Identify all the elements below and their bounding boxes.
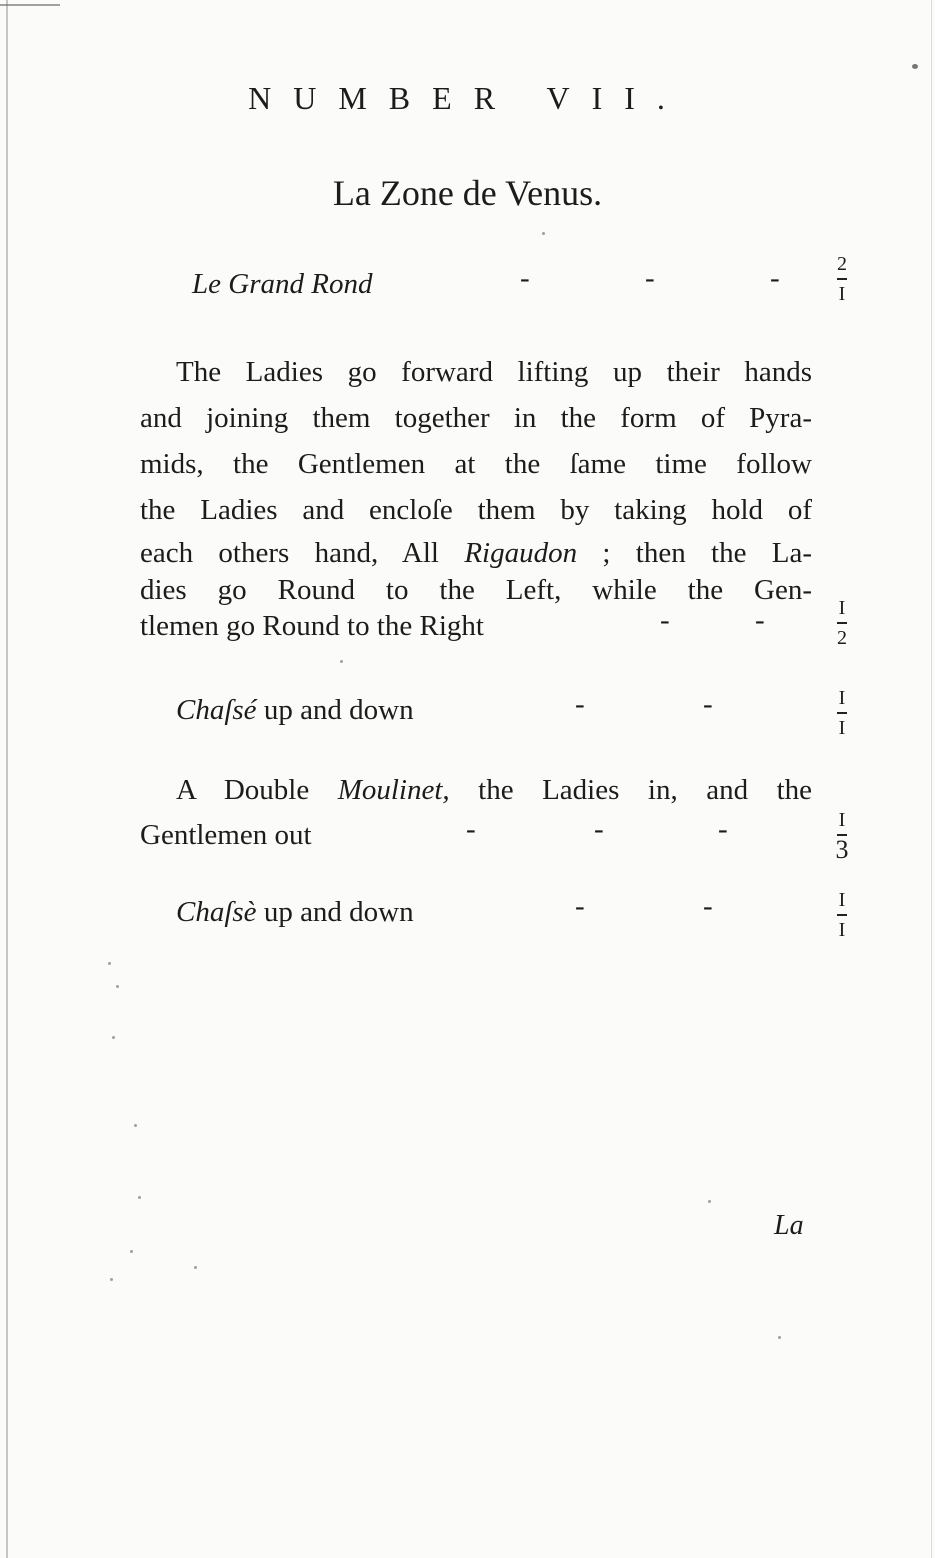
- catchword: La: [774, 1210, 804, 1241]
- ink-speck: [134, 1124, 137, 1127]
- figure-label-rest: up and down: [256, 694, 414, 726]
- fraction-denominator: 3: [835, 835, 849, 864]
- ink-speck: [130, 1250, 133, 1253]
- bar-fraction: [828, 810, 856, 862]
- ink-speck: [708, 1200, 711, 1203]
- fraction-numerator: 2: [837, 253, 847, 275]
- text-run: each others hand, All: [140, 537, 465, 569]
- figure-label: Chaſsè: [176, 896, 257, 928]
- paragraph-line: the Ladies and encloſe them by taking hold of: [140, 494, 812, 526]
- figure-label: Chaſsé: [176, 694, 257, 726]
- italic-term: Moulinet,: [337, 774, 450, 806]
- paragraph-line: [176, 768, 812, 812]
- figure-label-rest: up and down: [256, 896, 414, 928]
- fraction-numerator: I: [838, 889, 846, 911]
- page-edge-right: [931, 0, 932, 1558]
- ink-speck: [110, 1278, 113, 1281]
- text-run: ; then the La-: [577, 537, 812, 569]
- page-edge-top: [0, 4, 60, 6]
- fraction-numerator: I: [838, 809, 846, 831]
- page-heading: NUMBER VII.: [248, 80, 687, 116]
- book-page: NUMBER VII. La Zone de Venus. Le Grand Rond - - - 2 I The Ladies go forward lifting up their hands and joining them together in the form of Pyra- mids, the Gentlemen at the ſame time follow the Ladies and encloſe them by taking hold of each others hand, All Rigaudon ; then the La- dies go Round to the Left, while the Gen- tlemen go Round to the Right - - I 2 Chaſsé up and down - - I I A Double Moulinet, the Ladies in, and the Gentlemen out - - - I 3 Chaſsè up and down - - I I La: [0, 0, 935, 1558]
- fraction-bar: [837, 914, 847, 916]
- ink-speck: [194, 1266, 197, 1269]
- text-run: the Ladies in, and the: [449, 774, 812, 806]
- italic-term: Rigaudon: [464, 537, 578, 569]
- dance-title: La Zone de Venus.: [332, 173, 603, 213]
- ink-speck: [116, 985, 119, 988]
- ink-speck: [112, 1036, 115, 1039]
- figure-chasse-up-down: [176, 890, 556, 934]
- fraction-denominator: I: [838, 919, 846, 941]
- fraction-bar: [837, 278, 847, 280]
- fraction-bar: [837, 712, 847, 714]
- ink-speck: [108, 962, 111, 965]
- fraction-numerator: I: [838, 597, 846, 619]
- ink-speck: [778, 1336, 781, 1339]
- fraction-denominator: I: [838, 717, 846, 739]
- figure-chasse-up-down: [176, 688, 556, 732]
- paragraph-line: Gentlemen out: [140, 819, 312, 851]
- figure-le-grand-rond: [192, 262, 692, 306]
- paragraph-line: The Ladies go forward lifting up their hands: [176, 356, 812, 388]
- paragraph-line: and joining them together in the form of Pyra-: [140, 402, 812, 434]
- fraction-bar: [837, 622, 847, 624]
- fraction-denominator: I: [838, 283, 846, 305]
- ink-speck: [340, 660, 343, 663]
- paragraph-line: mids, the Gentlemen at the ſame time follow: [140, 448, 812, 480]
- bar-fraction: [828, 688, 856, 738]
- figure-label: Le Grand Rond: [192, 268, 373, 300]
- paragraph-line: tlemen go Round to the Right: [140, 610, 484, 642]
- ink-speck: [542, 232, 545, 235]
- ink-speck: [138, 1196, 141, 1199]
- fraction-numerator: I: [838, 687, 846, 709]
- text-run: A Double: [176, 774, 338, 806]
- bar-fraction: [828, 254, 856, 304]
- paragraph-line: dies go Round to the Left, while the Gen-: [140, 574, 812, 606]
- bar-fraction: [828, 890, 856, 940]
- page-edge-left: [6, 0, 8, 1558]
- bar-fraction: [828, 598, 856, 648]
- ink-speck: [912, 64, 918, 69]
- fraction-denominator: 2: [837, 627, 847, 649]
